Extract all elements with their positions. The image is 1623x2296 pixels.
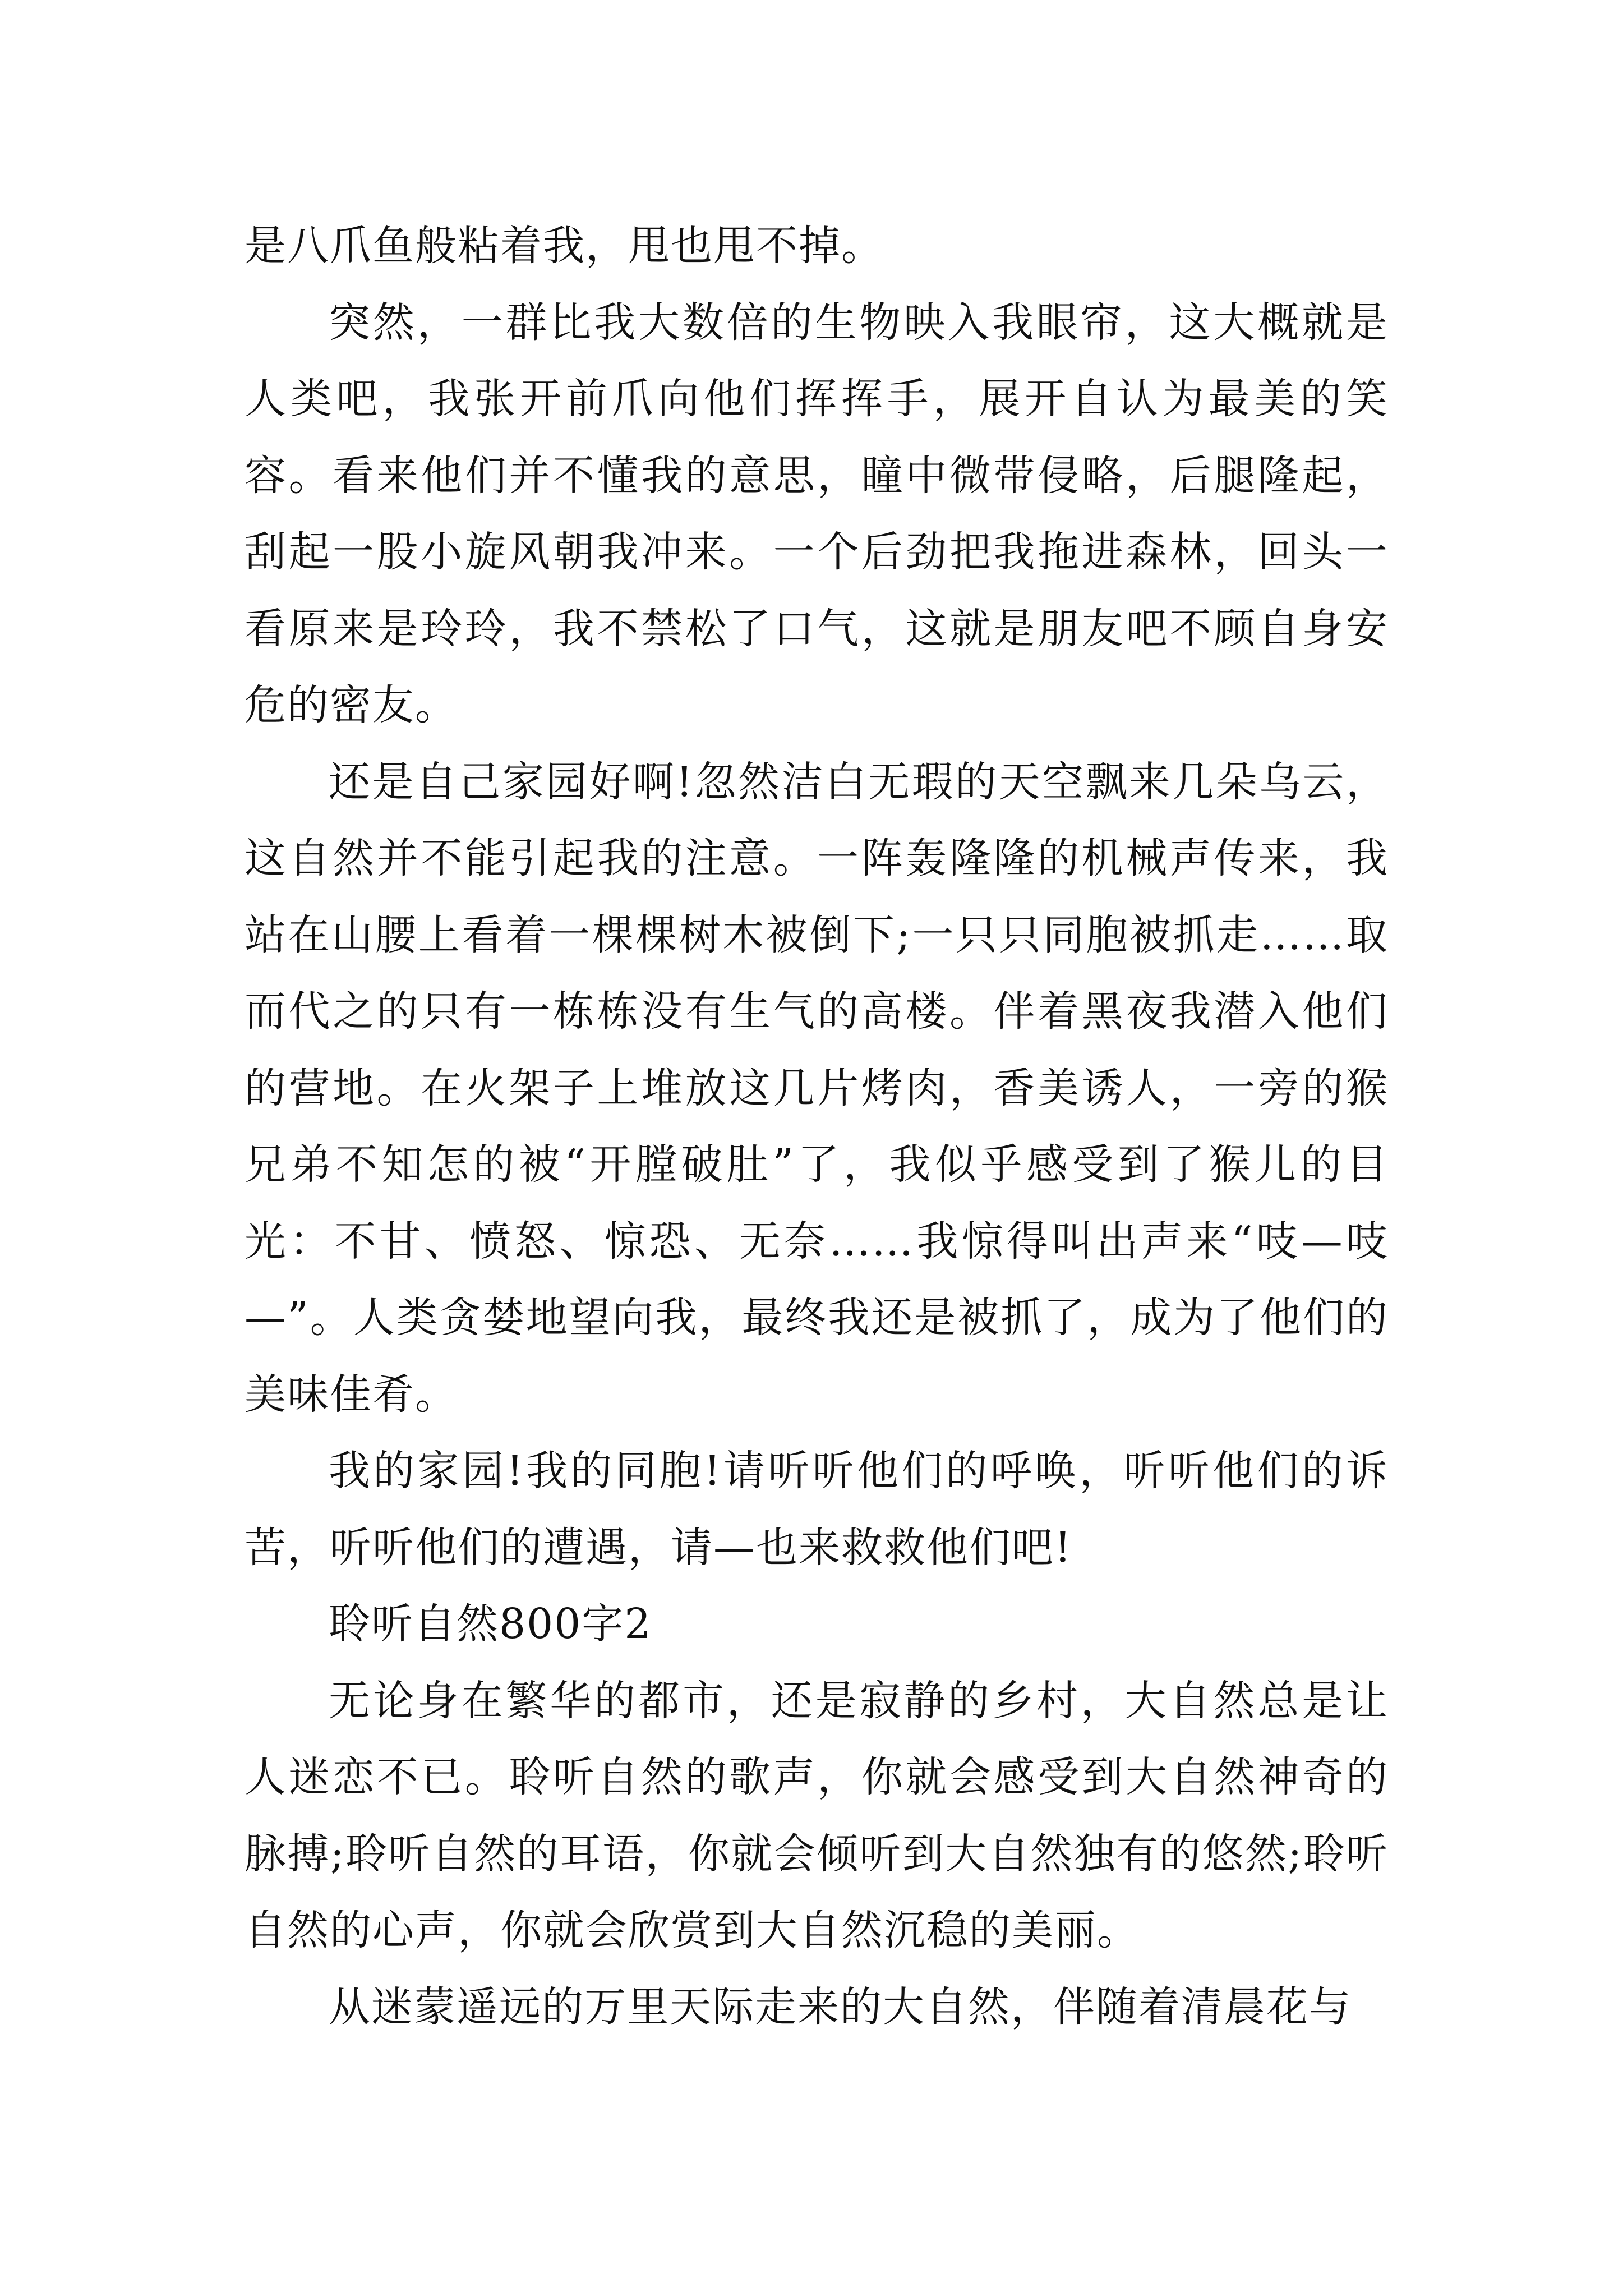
paragraph-3: 还是自己家园好啊!忽然洁白无瑕的天空飘来几朵乌云，这自然并不能引起我的注意。一阵轰隆隆的机械声传来，我站在山腰上看着一棵棵树木被倒下;一只只同胞被抓走……取而代之的只有一栋栋没有生气的高楼。伴着黑夜我潜入他们的营地。在火架子上堆放这几片烤肉，香美诱人，一旁的猴兄弟不知怎的被“开膛破肚”了，我似乎感受到了猴儿的目光：不甘、愤怒、惊恐、无奈……我惊得叫出声来“吱—吱—”。人类贪婪地望向我，最终我还是被抓了，成为了他们的美味佳肴。: [245, 757, 1389, 1419]
paragraph-2: 突然，一群比我大数倍的生物映入我眼帘，这大概就是人类吧，我张开前爪向他们挥挥手，展开自认为最美的笑容。看来他们并不懂我的意思，瞳中微带侵略，后腿隆起，刮起一股小旋风朝我冲来。一个后劲把我拖进森林，回头一看原来是玲玲，我不禁松了口气，这就是朋友吧不顾自身安危的密友。: [245, 298, 1389, 729]
paragraph-1: 是八爪鱼般粘着我，甩也甩不掉。: [245, 222, 884, 270]
document-page: [245, 208, 1389, 2045]
paragraph-4: 我的家园!我的同胞!请听听他们的呼唤，听听他们的诉苦，听听他们的遭遇，请—也来救救他们吧!: [245, 1447, 1389, 1572]
paragraph-6: 从迷蒙遥远的万里天际走来的大自然，伴随着清晨花与: [329, 1982, 1352, 2031]
section-heading: 聆听自然800字2: [329, 1600, 652, 1648]
paragraph-5: 无论身在繁华的都市，还是寂静的乡村，大自然总是让人迷恋不已。聆听自然的歌声，你就会感受到大自然神奇的脉搏;聆听自然的耳语，你就会倾听到大自然独有的悠然;聆听自然的心声，你就会欣赏到大自然沉稳的美丽。: [245, 1676, 1389, 1954]
